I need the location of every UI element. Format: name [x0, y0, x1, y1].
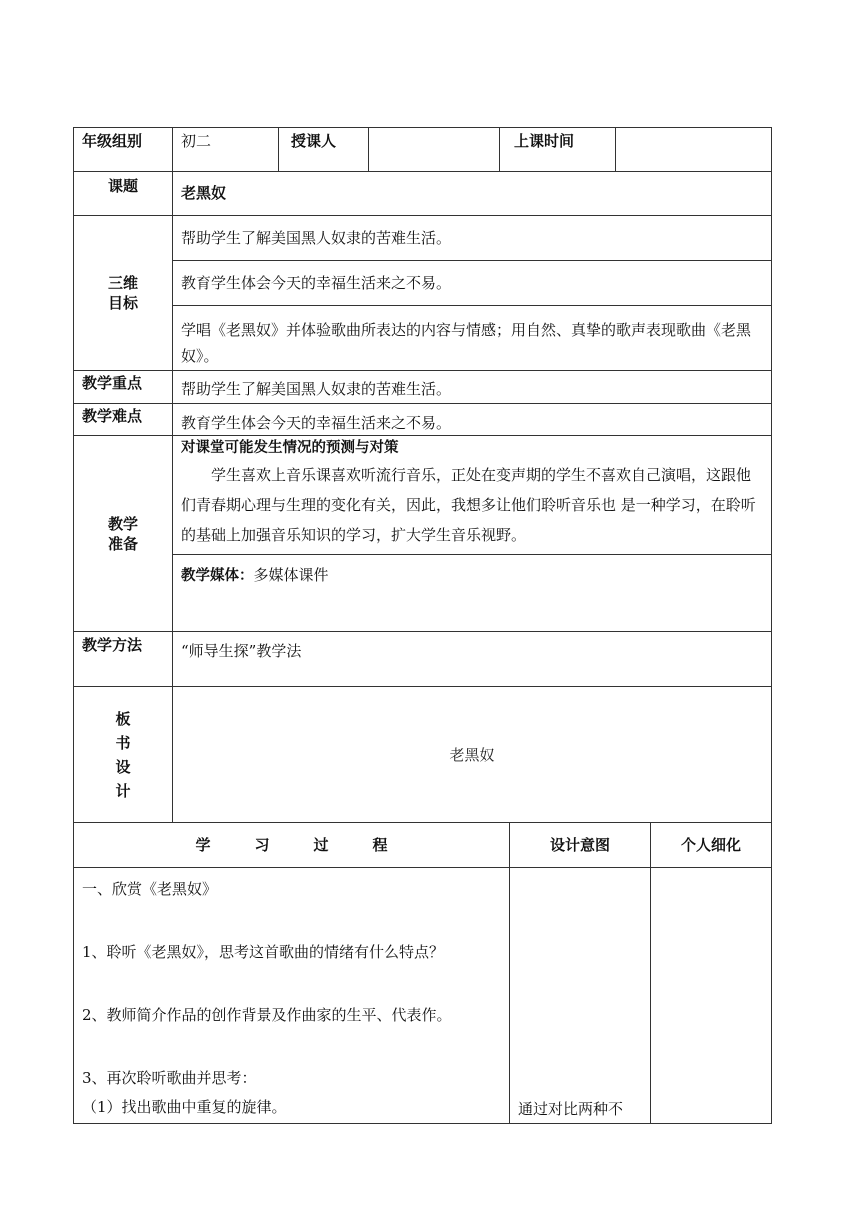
process-header-char-4: 程: [372, 836, 388, 854]
process-header-char-2: 习: [254, 836, 270, 854]
intent-cell: [510, 868, 651, 1124]
goal-item-1: 帮助学生了解美国黑人奴隶的苦难生活。: [181, 229, 452, 247]
header-row: [74, 128, 772, 172]
media-label: 教学媒体：: [181, 568, 254, 584]
board-label: [74, 687, 173, 823]
preparation-row: [74, 436, 772, 632]
process-table: [73, 822, 772, 1124]
media-line: [173, 554, 771, 631]
media-value: 多媒体课件: [253, 566, 329, 584]
personal-cell: [651, 868, 772, 1124]
process-steps: [74, 868, 510, 1124]
difficulty-label: 教学难点: [74, 404, 173, 436]
intent-header: 设计意图: [510, 823, 651, 868]
process-line-3: 2、教师简介作品的创作背景及作曲家的生平、代表作。: [82, 1006, 452, 1024]
method-label: 教学方法: [74, 632, 173, 687]
process-header-char-3: 过: [313, 836, 329, 854]
preparation-content: [173, 436, 772, 632]
lesson-info-table: [73, 127, 772, 823]
goals-label: [74, 216, 173, 371]
board-label-char-2: 书: [115, 733, 131, 752]
board-label-char-3: 设: [115, 757, 131, 776]
method-row: [74, 632, 772, 687]
teacher-label: 授课人: [279, 128, 369, 172]
grade-value: 初二: [173, 128, 279, 172]
board-label-char-1: 板: [115, 709, 131, 728]
grade-label: 年级组别: [74, 128, 173, 172]
process-body-row: [74, 868, 772, 1124]
topic-row: [74, 172, 772, 216]
personal-header: 个人细化: [651, 823, 772, 868]
preparation-label: [74, 436, 173, 632]
goal-item-3: 学唱《老黑奴》并体验歌曲所表达的内容与情感；用自然、真挚的歌声表现歌曲《老黑奴》。: [173, 305, 771, 370]
process-line-2: 1、聆听《老黑奴》，思考这首歌曲的情绪有什么特点？: [82, 943, 445, 961]
topic-value: 老黑奴: [173, 172, 772, 216]
goal-item-2: 教育学生体会今天的幸福生活来之不易。: [173, 260, 771, 305]
goals-label-line1: 三维: [107, 274, 138, 292]
goals-row: [74, 216, 772, 371]
intent-text: 通过对比两种不: [518, 1100, 624, 1118]
preparation-label-line1: 教学: [107, 514, 138, 533]
board-label-char-4: 计: [115, 781, 131, 800]
preparation-label-line2: 准备: [107, 534, 138, 553]
method-value: “师导生探”教学法: [173, 632, 772, 687]
process-line-5: （1）找出歌曲中重复的旋律。: [82, 1098, 287, 1116]
difficulty-value: 教育学生体会今天的幸福生活来之不易。: [173, 404, 772, 436]
process-line-1: 一、欣赏《老黑奴》: [82, 880, 218, 898]
time-value: [616, 128, 772, 172]
difficulty-row: [74, 404, 772, 436]
time-label: 上课时间: [500, 128, 616, 172]
board-content: 老黑奴: [173, 687, 772, 823]
key-point-value: 帮助学生了解美国黑人奴隶的苦难生活。: [173, 371, 772, 404]
process-line-4: 3、再次聆听歌曲并思考：: [82, 1069, 257, 1087]
process-header: [74, 823, 510, 868]
preparation-paragraph: 学生喜欢上音乐课喜欢听流行音乐，正处在变声期的学生不喜欢自己演唱，这跟他们青春期心理与生理的变化有关，因此，我想多让他们聆听音乐也 是一种学习，在聆听的基础上加强音乐知识的学习，扩大学生音乐视野。: [181, 466, 756, 544]
goals-label-line2: 目标: [107, 294, 138, 312]
topic-label: 课题: [74, 172, 173, 216]
key-point-label: 教学重点: [74, 371, 173, 404]
goals-list: [173, 216, 772, 371]
preparation-heading: 对课堂可能发生情况的预测与对策: [181, 440, 399, 456]
process-header-char-1: 学: [195, 836, 211, 854]
process-header-row: [74, 823, 772, 868]
teacher-value: [369, 128, 500, 172]
board-row: [74, 687, 772, 823]
key-point-row: [74, 371, 772, 404]
